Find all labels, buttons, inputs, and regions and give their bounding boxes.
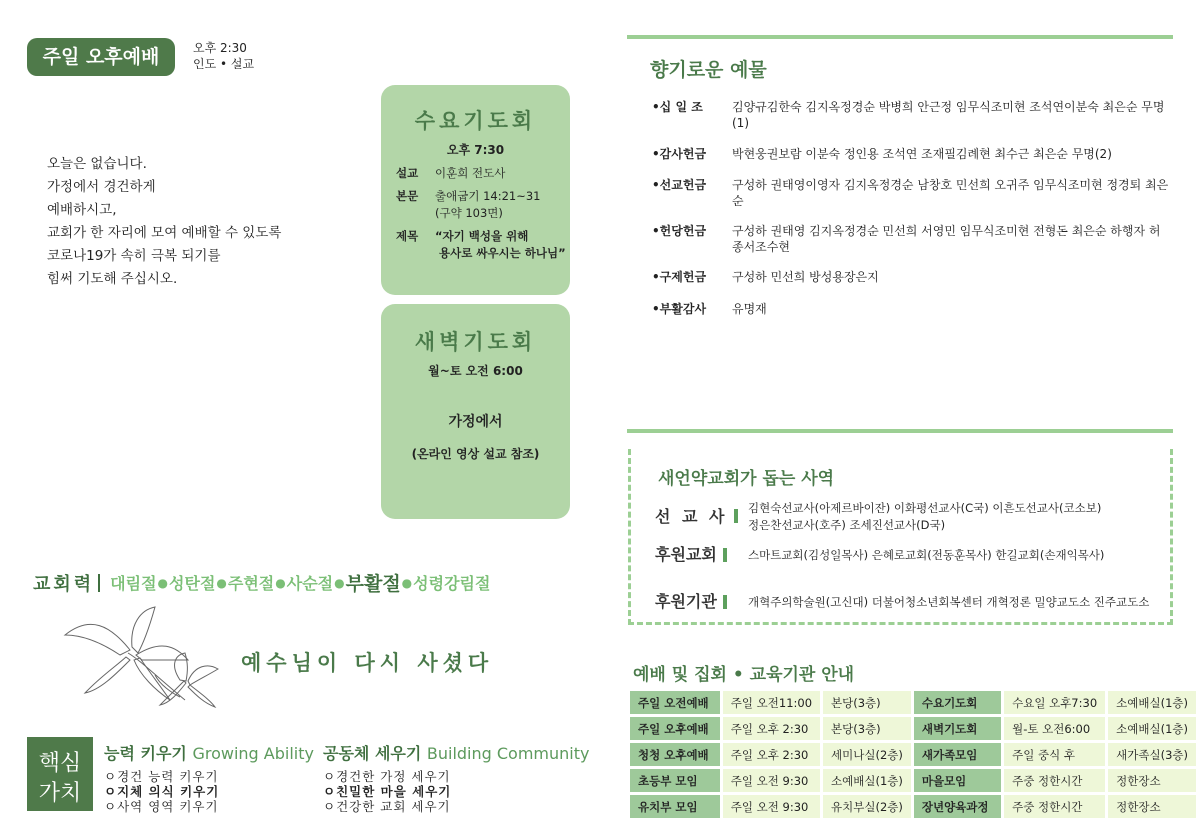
table-cell-label: 새가족모임 [914,743,1001,766]
dawn-note: (온라인 영상 설교 참조) [411,447,540,461]
offering-key: •선교헌금 [652,178,707,192]
core-box-line: 핵심 [38,751,82,776]
notice-line: 교회가 한 자리에 모여 예배할 수 있도록 [47,225,282,241]
offering-row [652,177,1172,209]
offering-val: 박현웅권보람 이분숙 정인용 조석연 조재필김례현 최수근 최은순 무명(2) [732,147,1112,161]
offering-key: •감사헌금 [652,147,707,161]
offering-key: •헌당헌금 [652,224,707,238]
table-cell: 유치부실(2층) [823,795,911,818]
dot-icon: ● [157,575,169,590]
core-col-community [323,741,589,814]
season-item-current: 부활절 [345,573,401,595]
table-cell: 주일 오전 9:30 [723,769,820,792]
notice-line: 코로나19가 속히 극복 되기를 [47,248,221,264]
mission-key-text: 후원기관 [655,592,717,611]
notice-line: 힘써 기도해 주십시오. [47,271,178,287]
notice-line: 가정에서 경건하게 [47,179,156,195]
season-item: 주현절 [227,574,275,593]
lily-flower-icon [60,605,225,710]
detail-row [396,165,566,182]
core-item: ㅇ친밀한 마을 세우기 [323,784,452,799]
table-cell: 주일 오후 2:30 [723,743,820,766]
table-cell: 월-토 오전6:00 [1004,717,1105,740]
table-row [630,769,1196,792]
bar-icon [723,548,727,562]
dot-icon: ● [334,575,345,590]
mission-val [748,500,1101,534]
wednesday-details [396,165,566,262]
detail-key: 본문 [396,189,419,203]
table-cell-label: 주일 오전예배 [630,691,720,714]
core-item: ㅇ경건 능력 키우기 [104,769,219,784]
season-item: 사순절 [286,574,334,593]
core-item: ㅇ지체 의식 키우기 [104,784,220,799]
offering-row [652,269,1172,285]
detail-row [396,188,566,222]
offering-val: 김양규김한숙 김지옥정경순 박병희 안근정 임무식조미현 조석연이분숙 최은순 무명(1) [732,100,1165,130]
bar-icon [723,595,727,609]
season-item: 대림절 [110,574,157,593]
core-col-title-ko: 공동체 세우기 [323,744,422,763]
mission-key [655,545,748,564]
offering-val: 구성하 권태영이영자 김지옥정경순 남창호 민선희 오귀주 임무식조미현 정경퇴 최은순 [732,178,1169,208]
table-cell-label: 장년양육과정 [914,795,1001,818]
calendar-label: 교회력 [33,573,95,595]
core-col-title [323,741,589,764]
table-cell: 주일 오전11:00 [723,691,820,714]
table-cell: 정한장소 [1108,769,1196,792]
afternoon-service-pill: 주일 오후예배 [27,38,175,76]
core-col-title-en: Building Community [426,744,590,763]
easter-message: 예수님이 다시 사셨다 [241,651,494,675]
church-calendar [33,569,490,596]
offering-val: 구성하 권태영 김지옥정경순 민선희 서영민 임무식조미현 전형돈 최은순 하행자 허종서조수현 [732,224,1161,254]
mission-row [655,592,1165,611]
offering-key: •부활감사 [652,302,707,316]
detail-key: 설교 [396,166,419,180]
core-col-title-ko: 능력 키우기 [104,744,187,763]
offering-key: •십 일 조 [652,100,703,114]
dawn-prayer-card [381,304,570,519]
table-cell-label: 유치부 모임 [630,795,720,818]
core-col-title-en: Growing Ability [192,744,314,763]
missions-top-divider [627,429,1173,433]
mission-val-line: 김현숙선교사(아제르바이잔) 이화평선교사(C국) 이흔도선교사(코소보) [748,501,1102,515]
table-cell: 주일 오후 2:30 [723,717,820,740]
table-cell-label: 새벽기도회 [914,717,1001,740]
offering-row [652,99,1172,131]
mission-key-text: 선 교 사 [655,506,728,526]
offering-key: •구제헌금 [652,270,707,284]
schedule-table [627,688,1199,821]
detail-val: 용사로 싸우시는 하나님” [439,246,566,260]
mission-val-line: 정은찬선교사(호주) 조세진선교사(D국) [748,518,946,532]
wednesday-prayer-card [381,85,570,295]
notice-line: 오늘은 없습니다. [47,156,147,172]
table-cell-label: 초등부 모임 [630,769,720,792]
schedule-title: 예배 및 집회 • 교육기관 안내 [633,665,855,685]
table-cell: 정한장소 [1108,795,1196,818]
table-cell: 주일 오전 9:30 [723,795,820,818]
calendar-divider [98,574,100,592]
top-divider [627,35,1173,39]
detail-val: (구약 103면) [435,206,503,220]
offering-val: 구성하 민선희 방성용장은지 [732,270,879,284]
core-box-line: 가치 [38,781,82,806]
mission-key-text: 후원교회 [655,545,717,564]
mission-row [655,545,1165,564]
offering-val: 유명재 [732,302,767,316]
table-cell: 소예배실(1층) [1108,717,1196,740]
table-cell: 세미나실(2층) [823,743,911,766]
table-cell-label: 마을모임 [914,769,1001,792]
dot-icon: ● [275,575,286,590]
offering-row [652,146,1172,162]
afternoon-lead: 인도 • 설교 [193,57,255,71]
table-cell-label: 주일 오후예배 [630,717,720,740]
detail-val: “자기 백성을 위해 [435,229,529,243]
missions-title: 새언약교회가 돕는 사역 [658,469,835,489]
table-row [630,717,1196,740]
offering-row [652,223,1172,255]
detail-val: 이훈희 전도사 [435,166,506,180]
afternoon-time: 오후 2:30 [193,41,247,55]
table-row [630,691,1196,714]
wednesday-time: 오후 7:30 [446,143,505,157]
season-item: 성탄절 [169,574,216,593]
core-values-box [27,737,93,811]
mission-val: 스마트교회(김성일목사) 은혜로교회(전동훈목사) 한길교회(손재익목사) [748,548,1105,562]
mission-key [655,498,748,534]
dawn-time: 월~토 오전 6:00 [428,364,523,378]
notice-line: 예배하시고, [47,202,117,218]
core-item: ㅇ경건한 가정 세우기 [323,769,451,784]
mission-val: 개혁주의학술원(고신대) 더불어청소년회복센터 개혁정론 밀양교도소 진주교도소 [748,595,1150,609]
detail-val: 출애굽기 14:21~31 [435,189,541,203]
season-item: 성령강림절 [413,574,491,593]
table-row [630,795,1196,818]
wednesday-title: 수요기도회 [414,109,537,133]
table-cell: 소예배실(1층) [1108,691,1196,714]
offerings-title: 향기로운 예물 [650,59,767,81]
table-cell: 주일 중식 후 [1004,743,1105,766]
table-cell: 새가족실(3층) [1108,743,1196,766]
table-cell: 주중 정한시간 [1004,769,1105,792]
table-cell-label: 청청 오후예배 [630,743,720,766]
core-col-ability [104,741,314,814]
dawn-place: 가정에서 [448,414,503,430]
table-cell: 본당(3층) [823,717,911,740]
dawn-title: 새벽기도회 [414,330,537,354]
table-cell: 주중 정한시간 [1004,795,1105,818]
dot-icon: ● [401,575,413,590]
mission-key [655,592,748,611]
core-col-title [104,741,314,764]
mission-row [655,498,1165,534]
detail-key: 제목 [396,229,419,243]
table-cell: 수요일 오후7:30 [1004,691,1105,714]
core-item: ㅇ사역 영역 키우기 [104,799,219,814]
bar-icon [734,509,738,523]
table-cell: 본당(3층) [823,691,911,714]
table-row [630,743,1196,766]
table-cell: 소예배실(1층) [823,769,911,792]
dot-icon: ● [216,575,227,590]
table-cell-label: 수요기도회 [914,691,1001,714]
offering-row [652,301,1172,317]
core-item: ㅇ건강한 교회 세우기 [323,799,451,814]
afternoon-notice [47,153,281,291]
detail-row [396,228,566,262]
